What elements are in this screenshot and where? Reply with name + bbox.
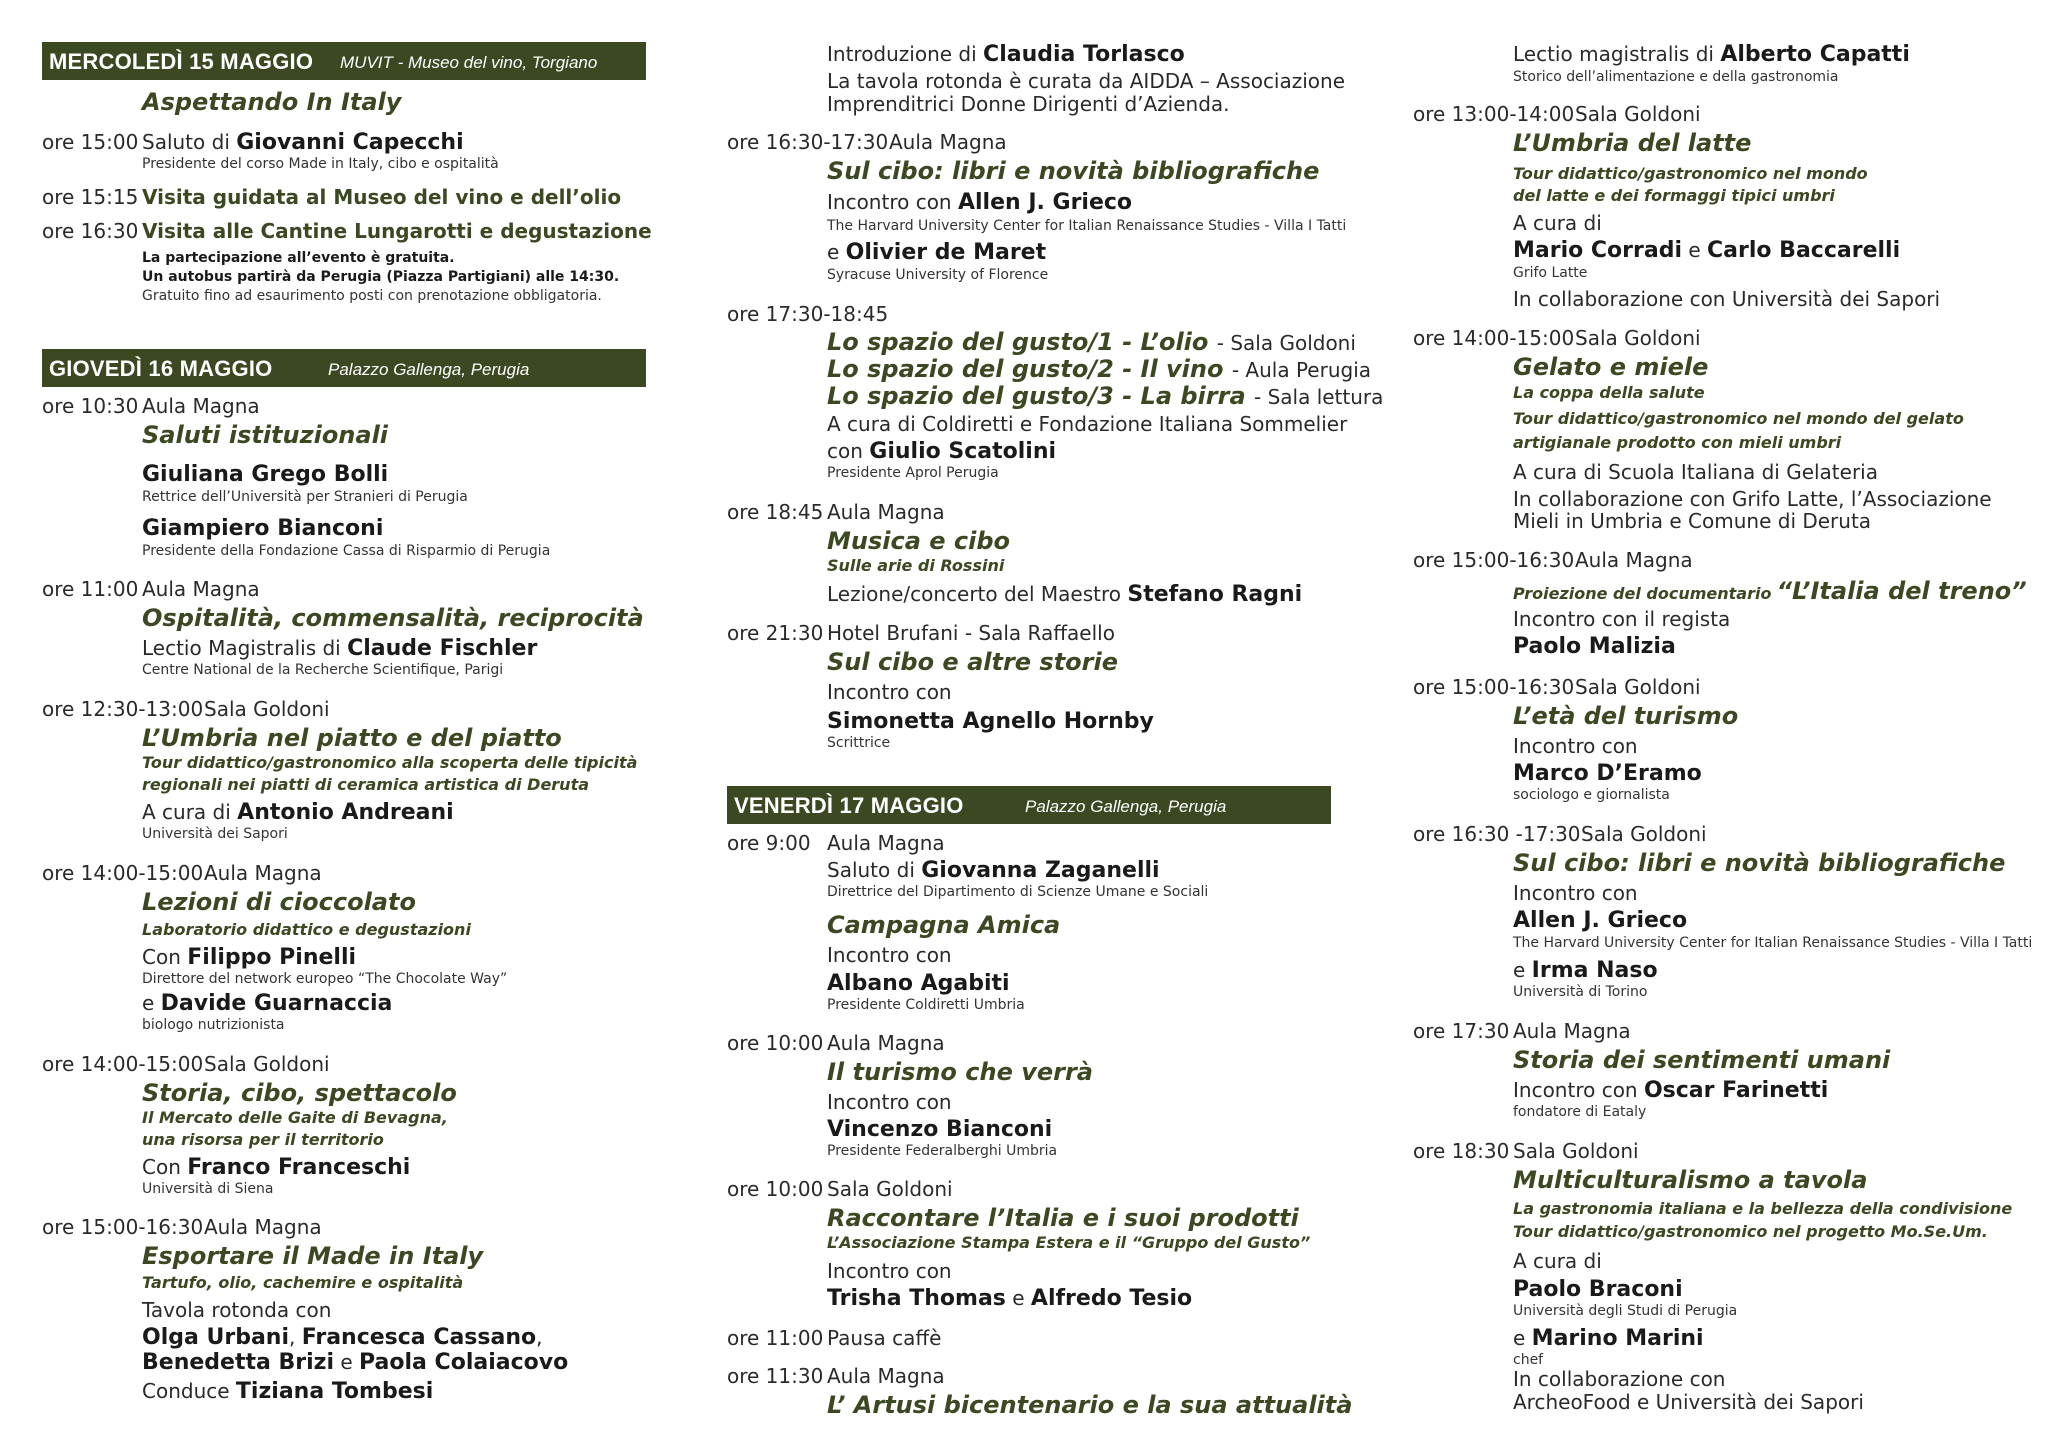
event-time: ore 18:45 (727, 500, 824, 524)
speaker-affiliation: biologo nutrizionista (142, 1017, 285, 1033)
event-room: Pausa caffè (827, 1326, 942, 1350)
speaker-line (827, 858, 1160, 883)
event-room: Aula Magna (827, 1364, 945, 1388)
event-room: Sala Goldoni (204, 1052, 330, 1076)
speaker-affiliation: Direttrice del Dipartimento di Scienze Umane e Sociali (827, 884, 1209, 900)
speaker-name: Claudia Torlasco (983, 42, 1185, 67)
event-room: Sala Goldoni (1581, 822, 1707, 846)
speaker-name: Tiziana Tombesi (235, 1379, 434, 1404)
day-header-date: GIOVEDÌ 16 MAGGIO (49, 356, 273, 381)
conjunction: e (142, 991, 155, 1015)
event-title: “L’Italia del treno” (1776, 577, 2027, 605)
speaker-name: Paola Colaiacovo (359, 1350, 569, 1375)
event-time: ore 11:00 (42, 577, 139, 601)
event-text: A cura di (1513, 1249, 1602, 1273)
event-room: Sala Goldoni (1513, 1139, 1639, 1163)
event-title: Multiculturalismo a tavola (1513, 1166, 1868, 1194)
speaker-name: Marino Marini (1531, 1326, 1704, 1351)
speaker-name: Allen J. Grieco (1513, 908, 1688, 933)
event-subtitle: La coppa della salute (1513, 383, 1705, 402)
event-title: Ospitalità, commensalità, reciprocità (142, 604, 644, 632)
event-subtitle: Tartufo, olio, cachemire e ospitalità (142, 1273, 464, 1292)
speaker-name: Oscar Farinetti (1643, 1078, 1829, 1103)
speaker-name: Claude Fischler (347, 636, 538, 661)
speaker-prefix: Con (142, 1155, 181, 1179)
event-title: Lo spazio del gusto/1 - L’olio (827, 328, 1209, 356)
speaker-prefix: Lezione/concerto del Maestro (827, 582, 1121, 606)
event-room: Aula Magna (204, 861, 322, 885)
speaker-name: Filippo Pinelli (187, 945, 357, 970)
speaker-affiliation: Presidente Coldiretti Umbria (827, 997, 1025, 1013)
event-text: Incontro con (1513, 734, 1638, 758)
event-room: - Aula Perugia (1231, 358, 1372, 382)
conjunction: e (340, 1350, 353, 1374)
speaker-name: Giulio Scatolini (869, 439, 1057, 464)
day-header-venue: Palazzo Gallenga, Perugia (328, 360, 530, 379)
speaker-name: Francesca Cassano (301, 1325, 537, 1350)
speaker-affiliation: Università di Siena (142, 1181, 274, 1197)
speaker-prefix: Lectio Magistralis di (142, 636, 341, 660)
speaker-prefix: A cura di (142, 800, 231, 824)
event-subtitle: una risorsa per il territorio (142, 1130, 384, 1149)
event-text: In collaborazione con Università dei Sapori (1513, 287, 1941, 311)
event-subtitle: Tour didattico/gastronomico alla scoperta delle tipicità (142, 753, 638, 772)
speaker-line (827, 582, 1302, 607)
speaker-line (142, 130, 464, 155)
event-title: Aspettando In Italy (142, 88, 402, 116)
event-room: Sala Goldoni (1575, 675, 1701, 699)
speaker-name: Carlo Baccarelli (1707, 238, 1901, 263)
speaker-line (1513, 958, 1658, 983)
speaker-name: Marco D’Eramo (1513, 761, 1702, 786)
event-title: Gelato e miele (1513, 353, 1709, 381)
event-room: Aula Magna (142, 394, 260, 418)
speaker-line (142, 800, 454, 825)
day-header-thursday (42, 349, 646, 387)
speaker-name: Alfredo Tesio (1030, 1286, 1193, 1311)
speaker-name: Giovanna Zaganelli (921, 858, 1160, 883)
event-title: Storia dei sentimenti umani (1513, 1046, 1891, 1074)
event-subtitle: del latte e dei formaggi tipici umbri (1513, 186, 1835, 205)
event-time: ore 17:30 (1413, 1019, 1510, 1043)
speaker-line (827, 240, 1046, 265)
event-text: Incontro con (827, 1090, 952, 1114)
event-text: Incontro con il regista (1513, 607, 1731, 631)
event-note: Un autobus partirà da Perugia (Piazza Partigiani) alle 14:30. (142, 269, 620, 285)
event-room: Aula Magna (204, 1215, 322, 1239)
event-text: Tavola rotonda con (142, 1298, 332, 1322)
event-title: Visita guidata al Museo del vino e dell’olio (142, 185, 622, 209)
event-time: ore 10:30 (42, 394, 139, 418)
event-title: Lo spazio del gusto/3 - La birra (827, 382, 1246, 410)
event-text: ArcheoFood e Università dei Sapori (1513, 1390, 1864, 1414)
speaker-affiliation: Università dei Sapori (142, 826, 288, 842)
event-title-line (827, 328, 1356, 356)
event-time: ore 15:00-16:30 (1413, 675, 1575, 699)
event-text: A cura di Scuola Italiana di Gelateria (1513, 460, 1878, 484)
event-room: Sala Goldoni (204, 697, 330, 721)
speaker-name: Stefano Ragni (1127, 582, 1303, 607)
speaker-name: Vincenzo Bianconi (827, 1117, 1053, 1142)
event-title: Sul cibo e altre storie (827, 648, 1119, 676)
event-title: Raccontare l’Italia e i suoi prodotti (827, 1204, 1299, 1232)
speaker-line (142, 1350, 568, 1375)
event-title: Lezioni di cioccolato (142, 888, 416, 916)
speaker-prefix: Incontro con (1513, 1078, 1638, 1102)
event-room: Aula Magna (1513, 1019, 1631, 1043)
speaker-affiliation: Università di Torino (1513, 984, 1648, 1000)
speaker-affiliation: Syracuse University of Florence (827, 267, 1049, 283)
day-header-friday (727, 786, 1331, 824)
event-subtitle: Laboratorio didattico e degustazioni (142, 920, 471, 939)
event-title: L’ Artusi bicentenario e la sua attualità (827, 1391, 1353, 1419)
speaker-affiliation: Università degli Studi di Perugia (1513, 1303, 1738, 1319)
speaker-affiliation: Presidente della Fondazione Cassa di Risparmio di Perugia (142, 543, 551, 559)
speaker-name: Franco Franceschi (187, 1155, 411, 1180)
speaker-affiliation: Rettrice dell’Università per Stranieri di Perugia (142, 489, 468, 505)
event-title: L’età del turismo (1513, 702, 1739, 730)
day-header-date: VENERDÌ 17 MAGGIO (734, 793, 964, 818)
event-subtitle: La gastronomia italiana e la bellezza della condivisione (1513, 1199, 2013, 1218)
event-subtitle: Tour didattico/gastronomico nel mondo (1513, 164, 1868, 183)
event-text: In collaborazione con (1513, 1367, 1726, 1391)
event-title-line (827, 355, 1371, 383)
event-time: ore 10:00 (727, 1031, 824, 1055)
separator: , (536, 1325, 543, 1349)
speaker-name: Giuliana Grego Bolli (142, 462, 389, 487)
event-room: - Sala lettura (1254, 385, 1384, 409)
speaker-prefix: Saluto di (827, 858, 915, 882)
day-header-wednesday (42, 42, 646, 80)
event-room: Aula Magna (1575, 548, 1693, 572)
event-title: Saluti istituzionali (142, 421, 389, 449)
conjunction: e (827, 240, 840, 264)
speaker-line (142, 945, 356, 970)
speaker-affiliation: Presidente Aprol Perugia (827, 465, 999, 481)
speaker-line (827, 42, 1185, 67)
event-subtitle: Il Mercato delle Gaite di Bevagna, (142, 1108, 448, 1127)
speaker-line (1513, 1326, 1704, 1351)
speaker-line (142, 636, 537, 661)
event-time: ore 11:30 (727, 1364, 824, 1388)
speaker-affiliation: Scrittrice (827, 735, 891, 751)
event-time: ore 21:30 (727, 621, 824, 645)
event-text: A cura di Coldiretti e Fondazione Italiana Sommelier (827, 412, 1348, 436)
conjunction: e (1513, 958, 1526, 982)
event-title: Storia, cibo, spettacolo (142, 1079, 457, 1107)
event-text: Incontro con (827, 943, 952, 967)
speaker-affiliation: The Harvard University Center for Italian Renaissance Studies - Villa I Tatti (827, 218, 1347, 234)
speaker-line (827, 1286, 1192, 1311)
speaker-name: Giovanni Capecchi (236, 130, 464, 155)
day-header-date: MERCOLEDÌ 15 MAGGIO (49, 49, 314, 74)
event-room: Aula Magna (142, 577, 260, 601)
event-note: Gratuito fino ad esaurimento posti con prenotazione obbligatoria. (142, 288, 602, 304)
speaker-name: Simonetta Agnello Hornby (827, 709, 1154, 734)
event-time: ore 12:30-13:00 (42, 697, 204, 721)
event-title-line (1513, 577, 2027, 605)
speaker-line (142, 1325, 542, 1350)
event-title: Campagna Amica (827, 911, 1061, 939)
event-time: ore 15:00-16:30 (1413, 548, 1575, 572)
speaker-line (1513, 1078, 1828, 1103)
event-room: Aula Magna (827, 500, 945, 524)
event-subtitle: Sulle arie di Rossini (827, 556, 1005, 575)
speaker-name: Alberto Capatti (1720, 42, 1910, 67)
event-time: ore 13:00-14:00 (1413, 102, 1575, 126)
event-title: L’Umbria nel piatto e del piatto (142, 724, 562, 752)
speaker-name: Antonio Andreani (237, 800, 454, 825)
speaker-prefix: Saluto di (142, 130, 230, 154)
event-time: ore 15:00 (42, 130, 139, 154)
event-time: ore 14:00-15:00 (42, 861, 204, 885)
speaker-name: Allen J. Grieco (957, 190, 1133, 215)
event-title: Musica e cibo (827, 527, 1011, 555)
speaker-prefix: Introduzione di (827, 42, 977, 66)
conjunction: e (1012, 1286, 1025, 1310)
speaker-affiliation: Centre National de la Recherche Scientifique, Parigi (142, 662, 504, 678)
event-subtitle: regionali nei piatti di ceramica artistica di Deruta (142, 775, 590, 794)
event-time: ore 11:00 (727, 1326, 824, 1350)
speaker-name: Irma Naso (1531, 958, 1658, 983)
separator: , (289, 1325, 296, 1349)
conjunction: e (1688, 238, 1701, 262)
event-text: Mieli in Umbria e Comune di Deruta (1513, 509, 1872, 533)
speaker-line (142, 1155, 410, 1180)
event-time: ore 18:30 (1413, 1139, 1510, 1163)
speaker-name: Olga Urbani (142, 1325, 290, 1350)
event-time: ore 10:00 (727, 1177, 824, 1201)
speaker-prefix: Incontro con (827, 190, 952, 214)
event-room: Sala Goldoni (827, 1177, 953, 1201)
event-title: Visita alle Cantine Lungarotti e degustazione (142, 219, 652, 243)
speaker-name: Olivier de Maret (845, 240, 1047, 265)
speaker-line (827, 439, 1056, 464)
speaker-name: Trisha Thomas (827, 1286, 1006, 1311)
speaker-name: Benedetta Brizi (142, 1350, 334, 1375)
speaker-line (827, 190, 1132, 215)
day-header-venue: MUVIT - Museo del vino, Torgiano (340, 53, 598, 72)
event-title: Esportare il Made in Italy (142, 1242, 484, 1270)
event-time: ore 15:15 (42, 185, 139, 209)
event-room: Hotel Brufani - Sala Raffaello (827, 621, 1115, 645)
speaker-name: Davide Guarnaccia (160, 991, 393, 1016)
speaker-line (142, 1379, 433, 1404)
speaker-prefix: Lectio magistralis di (1513, 42, 1714, 66)
event-time: ore 16:30 -17:30 (1413, 822, 1581, 846)
event-title: Lo spazio del gusto/2 - Il vino (827, 355, 1224, 383)
speaker-line (1513, 42, 1910, 67)
speaker-affiliation: Presidente Federalberghi Umbria (827, 1143, 1058, 1159)
speaker-affiliation: sociologo e giornalista (1513, 787, 1670, 803)
event-text: In collaborazione con Grifo Latte, l’Associazione (1513, 487, 1992, 511)
event-time: ore 17:30-18:45 (727, 302, 889, 326)
event-title-line (827, 382, 1383, 410)
speaker-name: Paolo Malizia (1513, 634, 1676, 659)
day-header-venue: Palazzo Gallenga, Perugia (1025, 797, 1227, 816)
event-subtitle: L’Associazione Stampa Estera e il “Gruppo del Gusto” (827, 1233, 1311, 1252)
event-subtitle: Proiezione del documentario (1513, 584, 1772, 603)
speaker-name: Paolo Braconi (1513, 1277, 1683, 1302)
speaker-affiliation: chef (1513, 1352, 1544, 1368)
event-text: Incontro con (827, 680, 952, 704)
event-subtitle: artigianale prodotto con mieli umbri (1513, 433, 1842, 452)
event-text: Incontro con (827, 1259, 952, 1283)
event-title: Il turismo che verrà (827, 1058, 1094, 1086)
event-title: Sul cibo: libri e novità bibliografiche (1513, 849, 2006, 877)
event-note: La partecipazione all’evento è gratuita. (142, 250, 455, 266)
event-subtitle: Tour didattico/gastronomico nel progetto Mo.Se.Um. (1513, 1222, 1988, 1241)
event-title: Sul cibo: libri e novità bibliografiche (827, 157, 1320, 185)
speaker-affiliation: The Harvard University Center for Italian Renaissance Studies - Villa I Tatti (1513, 935, 2033, 951)
event-time: ore 16:30 (42, 219, 139, 243)
event-room: Aula Magna (827, 831, 945, 855)
event-text: Imprenditrici Donne Dirigenti d’Azienda. (827, 92, 1230, 116)
speaker-name: Giampiero Bianconi (142, 516, 384, 541)
event-time: ore 15:00-16:30 (42, 1215, 204, 1239)
event-room: Aula Magna (889, 130, 1007, 154)
speaker-affiliation: Direttore del network europeo “The Chocolate Way” (142, 971, 508, 987)
event-time: ore 9:00 (727, 831, 811, 855)
event-time: ore 14:00-15:00 (42, 1052, 204, 1076)
speaker-name: Albano Agabiti (827, 971, 1010, 996)
event-time: ore 16:30-17:30 (727, 130, 889, 154)
event-subtitle: Tour didattico/gastronomico nel mondo del gelato (1513, 409, 1964, 428)
event-room: Sala Goldoni (1575, 326, 1701, 350)
event-text: A cura di (1513, 211, 1602, 235)
speaker-affiliation: Storico dell’alimentazione e della gastronomia (1513, 69, 1839, 85)
event-text: La tavola rotonda è curata da AIDDA – Associazione (827, 69, 1346, 93)
speaker-line (142, 991, 392, 1016)
conjunction: e (1513, 1326, 1526, 1350)
speaker-prefix: Con (142, 945, 181, 969)
event-room: Sala Goldoni (1575, 102, 1701, 126)
speaker-affiliation: Grifo Latte (1513, 265, 1588, 281)
event-room: Aula Magna (827, 1031, 945, 1055)
event-text: Incontro con (1513, 881, 1638, 905)
speaker-affiliation: Presidente del corso Made in Italy, cibo e ospitalità (142, 156, 499, 172)
speaker-affiliation: fondatore di Eataly (1513, 1104, 1647, 1120)
event-title: L’Umbria del latte (1513, 129, 1752, 157)
event-room: - Sala Goldoni (1216, 331, 1356, 355)
speaker-name: Mario Corradi (1513, 238, 1682, 263)
speaker-prefix: con (827, 439, 863, 463)
speaker-prefix: Conduce (142, 1379, 230, 1403)
speaker-line (1513, 238, 1900, 263)
event-time: ore 14:00-15:00 (1413, 326, 1575, 350)
